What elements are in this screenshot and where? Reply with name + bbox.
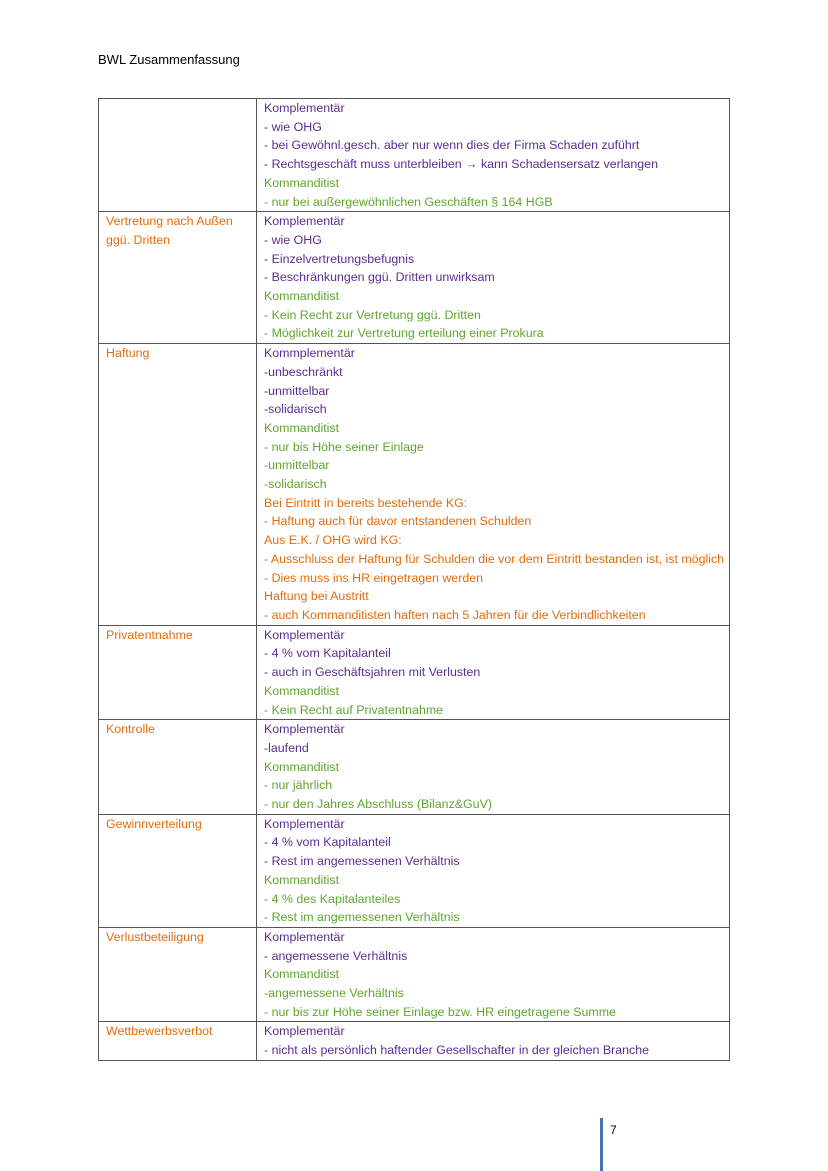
content-line: - bei Gewöhnl.gesch. aber nur wenn dies der Firma Schaden zuführt xyxy=(264,138,640,153)
row-label: Wettbewerbsverbot xyxy=(99,1022,257,1060)
content-line: - auch in Geschäftsjahren mit Verlusten xyxy=(264,665,481,680)
content-line: - Einzelvertretungsbefugnis xyxy=(264,251,415,266)
content-line: Komplementär xyxy=(264,1024,345,1039)
content-line: - wie OHG xyxy=(264,119,322,134)
content-line: - nur bis zur Höhe seiner Einlage bzw. HR eingetragene Summe xyxy=(264,1004,616,1019)
row-content xyxy=(257,927,730,1022)
content-line: - Rest im angemessenen Verhältnis xyxy=(264,910,460,925)
row-content xyxy=(257,720,730,815)
content-line: Haftung bei Austritt xyxy=(264,589,369,604)
content-line: - 4 % vom Kapitalanteil xyxy=(264,835,391,850)
row-label: Haftung xyxy=(99,344,257,626)
row-label: Kontrolle xyxy=(99,720,257,815)
content-line: - auch Kommanditisten haften nach 5 Jahren für die Verbindlichkeiten xyxy=(264,607,646,622)
row-content xyxy=(257,344,730,626)
row-content xyxy=(257,1022,730,1060)
content-line: Kommanditist xyxy=(264,420,340,435)
content-line: - Ausschluss der Haftung für Schulden die vor dem Eintritt bestanden ist, ist möglich xyxy=(264,551,725,566)
table-row xyxy=(99,99,730,212)
content-line: - 4 % des Kapitalanteiles xyxy=(264,891,401,906)
content-line: Komplementär xyxy=(264,722,345,737)
row-content xyxy=(257,99,730,212)
content-line: - Beschränkungen ggü. Dritten unwirksam xyxy=(264,270,495,285)
comparison-table xyxy=(98,98,730,1061)
row-label xyxy=(99,99,257,212)
content-line: - wie OHG xyxy=(264,232,322,247)
content-line: - nur bis Höhe seiner Einlage xyxy=(264,439,424,454)
content-line: Kommanditist xyxy=(264,289,340,304)
content-line: -angemessene Verhältnis xyxy=(264,986,404,1001)
row-label: Verlustbeteiligung xyxy=(99,927,257,1022)
table-row xyxy=(99,814,730,927)
content-line: -unbeschränkt xyxy=(264,364,343,379)
content-line: Aus E.K. / OHG wird KG: xyxy=(264,533,402,548)
content-line: Kommplementär xyxy=(264,346,355,361)
content-line: - Rechtsgeschäft muss unterbleiben → kann Schadensersatz verlangen xyxy=(264,157,658,172)
table-row xyxy=(99,625,730,720)
content-line: Kommanditist xyxy=(264,967,340,982)
content-line: -unmittelbar xyxy=(264,458,330,473)
content-line: Kommanditist xyxy=(264,872,340,887)
page-number: 7 xyxy=(610,1123,617,1137)
content-line: -laufend xyxy=(264,740,309,755)
content-line: -solidarisch xyxy=(264,402,327,417)
content-line: -unmittelbar xyxy=(264,383,330,398)
content-line: Komplementär xyxy=(264,627,345,642)
content-line: Kommanditist xyxy=(264,175,340,190)
content-line: Komplementär xyxy=(264,816,345,831)
content-line: - Haftung auch für davor entstandenen Schulden xyxy=(264,514,532,529)
row-content xyxy=(257,814,730,927)
content-line: - Kein Recht auf Privatentnahme xyxy=(264,702,444,717)
page-header-title: BWL Zusammenfassung xyxy=(98,52,240,67)
row-label: Vertretung nach Außen ggü. Dritten xyxy=(99,212,257,344)
content-line: - angemessene Verhältnis xyxy=(264,948,408,963)
table-row xyxy=(99,344,730,626)
content-line: - Dies muss ins HR eingetragen werden xyxy=(264,570,483,585)
table-row xyxy=(99,927,730,1022)
content-line: -solidarisch xyxy=(264,477,327,492)
table-row xyxy=(99,720,730,815)
row-label: Privatentnahme xyxy=(99,625,257,720)
page-number-bar xyxy=(600,1118,603,1171)
table-row xyxy=(99,212,730,344)
row-label: Gewinnverteilung xyxy=(99,814,257,927)
content-line: - Kein Recht zur Vertretung ggü. Dritten xyxy=(264,307,481,322)
content-line: Komplementär xyxy=(264,929,345,944)
content-line: Kommanditist xyxy=(264,683,340,698)
row-content xyxy=(257,212,730,344)
content-line: - Rest im angemessenen Verhältnis xyxy=(264,854,460,869)
content-line: - 4 % vom Kapitalanteil xyxy=(264,646,391,661)
content-line: Komplementär xyxy=(264,101,345,115)
row-content xyxy=(257,625,730,720)
content-line: - nur jährlich xyxy=(264,778,333,793)
content-line: - nicht als persönlich haftender Gesellschafter in der gleichen Branche xyxy=(264,1043,650,1058)
content-line: - Möglichkeit zur Vertretung erteilung einer Prokura xyxy=(264,326,544,341)
content-line: - nur bei außergewöhnlichen Geschäften § 164 HGB xyxy=(264,194,553,209)
content-line: Bei Eintritt in bereits bestehende KG: xyxy=(264,495,468,510)
content-line: Komplementär xyxy=(264,214,345,229)
content-line: Kommanditist xyxy=(264,759,340,774)
content-line: - nur den Jahres Abschluss (Bilanz&GuV) xyxy=(264,797,492,812)
table-row xyxy=(99,1022,730,1060)
